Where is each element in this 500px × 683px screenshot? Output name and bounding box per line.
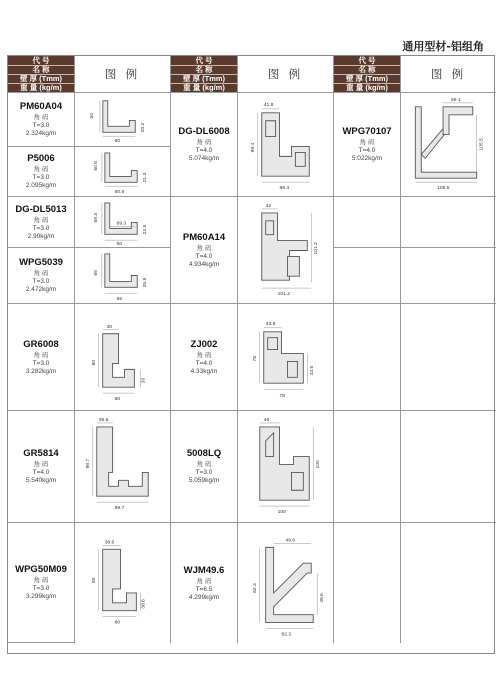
profile-code: GR6008: [23, 338, 59, 350]
profile-drawing: [238, 304, 334, 411]
dim-label: 78: [252, 355, 258, 362]
profile-name: 角 码: [33, 216, 49, 224]
header-labels: [171, 56, 238, 93]
profile-weight: 2.095kg/m: [25, 182, 57, 189]
dim-label: 41.8: [263, 102, 274, 108]
empty-cell: [401, 197, 496, 248]
profile-section-drawing: [75, 248, 170, 303]
profile-section-drawing: [75, 523, 170, 643]
profile-weight: 3.282kg/m: [25, 367, 57, 375]
dim-label: 99.7: [114, 506, 125, 512]
profile-thickness: T=4.0: [358, 147, 376, 154]
empty-cell: [401, 304, 496, 411]
thickness-label: 壁 厚 (Tmm): [334, 75, 400, 84]
profile-code: PM60A04: [19, 101, 63, 112]
profile-info: [8, 93, 75, 147]
profile-weight: 2.472kg/m: [25, 286, 57, 293]
empty-cell: [334, 304, 401, 411]
code-label: 代 号: [334, 57, 400, 66]
profile-info: [171, 93, 238, 197]
profile-name: 角 码: [196, 351, 212, 359]
dim-label: 46: [263, 417, 270, 423]
dim-label: 60: [90, 113, 96, 119]
weight-label: 重 量 (kg/m): [183, 83, 225, 92]
code-label: 代 号: [8, 57, 74, 66]
profile-drawing: [75, 304, 171, 411]
dim-label: 50: [116, 242, 123, 247]
dim-label: 59.1: [450, 97, 461, 103]
dim-label: 49.6: [285, 538, 296, 544]
profile-code: 5008LQ: [186, 448, 222, 459]
profile-code: WJM49.6: [183, 564, 225, 576]
profile-name: 角 码: [196, 244, 212, 252]
thickness-label: 壁 厚 (Tmm): [171, 75, 237, 84]
profile-info: [171, 197, 238, 304]
dim-label: 20.2: [141, 122, 147, 133]
profile-thickness: T=3.0: [32, 585, 50, 592]
profile-code: PM60A14: [182, 231, 226, 243]
profile-code: WPG50M09: [15, 564, 67, 575]
profile-code: DG-DL5013: [15, 203, 67, 215]
profile-name: 角 码: [33, 270, 49, 277]
profile-drawing: [75, 147, 171, 197]
profile-section-drawing: [75, 93, 170, 146]
weight-label: 重 量 (kg/m): [346, 83, 388, 92]
code-label: 代 号: [171, 57, 237, 66]
profile-name: 角 码: [196, 577, 212, 585]
profile-thickness: T=3.0: [32, 224, 50, 232]
profile-section-drawing: [75, 147, 170, 196]
dim-label: 65: [93, 270, 99, 276]
profile-info: [171, 304, 238, 411]
profile-name: 角 码: [196, 139, 212, 146]
profile-info: [171, 411, 238, 523]
dim-label: 78: [279, 394, 286, 400]
empty-cell: [401, 248, 496, 304]
profile-thickness: T=4.0: [195, 147, 213, 154]
profile-section-drawing: [238, 93, 333, 196]
dim-label: 21.3: [143, 172, 149, 183]
empty-cell: [334, 248, 401, 304]
weight-label: 重 量 (kg/m): [20, 83, 62, 92]
profile-name: 角 码: [359, 139, 375, 146]
profile-info: [8, 523, 75, 643]
profile-info: [8, 411, 75, 523]
profile-drawing: [75, 197, 171, 248]
dim-label: 80: [91, 577, 97, 583]
profile-drawing: [75, 93, 171, 147]
profile-info: [8, 147, 75, 197]
empty-cell: [401, 411, 496, 523]
profile-weight: 4.934kg/m: [188, 260, 220, 268]
empty-cell: [334, 411, 401, 523]
profile-name: 角 码: [33, 166, 49, 173]
empty-cell: [401, 523, 496, 643]
profile-drawing: [75, 248, 171, 304]
dim-label: 22.5: [143, 224, 149, 235]
profile-section-drawing: [75, 197, 170, 247]
name-label: 名 称: [171, 66, 237, 75]
dim-label: 99.7: [85, 458, 91, 469]
profile-drawing: [75, 523, 171, 643]
profile-thickness: T=4.0: [195, 359, 213, 367]
profile-section-drawing: [238, 523, 333, 643]
profile-section-drawing: [401, 93, 496, 196]
name-label: 名 称: [8, 66, 74, 75]
profile-thickness: T=3.0: [32, 278, 50, 285]
profile-table: [7, 55, 495, 654]
dim-label: 36.6: [98, 417, 109, 423]
profile-drawing: [75, 411, 171, 523]
dim-label: 80: [91, 359, 97, 366]
empty-cell: [334, 197, 401, 248]
empty-cell: [334, 523, 401, 643]
dim-label: 100: [316, 460, 322, 469]
dim-label: 105.5: [479, 138, 485, 151]
profile-thickness: T=4.0: [32, 469, 50, 476]
dim-label: 60.6: [94, 160, 100, 171]
profile-code: P5006: [27, 153, 55, 164]
profile-info: [8, 304, 75, 411]
profile-weight: 5.540kg/m: [25, 477, 57, 484]
profile-weight: 5.059kg/m: [188, 477, 220, 484]
dim-label: 65: [116, 297, 123, 303]
profile-thickness: T=3.0: [32, 122, 50, 129]
drawing-header: 图 例: [238, 56, 334, 93]
profile-info: [171, 523, 238, 643]
profile-code: GR5814: [23, 448, 59, 459]
profile-weight: 4.33kg/m: [190, 367, 218, 375]
dim-label: 100: [277, 510, 286, 516]
profile-drawing: [238, 411, 334, 523]
dim-label: 99.4: [250, 142, 256, 153]
profile-code: DG-DL6008: [178, 126, 230, 137]
profile-drawing: [401, 93, 496, 197]
profile-weight: 5.022kg/m: [351, 155, 383, 162]
profile-thickness: T=4.0: [195, 252, 213, 260]
profile-weight: 2.90kg/m: [27, 232, 55, 240]
dim-label: 49.6: [320, 593, 326, 603]
profile-section-drawing: [75, 411, 170, 522]
dim-label: 101.2: [314, 242, 320, 255]
dim-label: 101.2: [277, 292, 290, 298]
dim-label: 43.5: [310, 365, 316, 376]
profile-thickness: T=3.0: [32, 174, 50, 181]
dim-label: 69.3: [116, 221, 127, 227]
profile-weight: 5.074kg/m: [188, 155, 220, 162]
page-title: 通用型材-铝组角: [402, 40, 484, 53]
dim-label: 38.6: [104, 540, 115, 546]
profile-section-drawing: [238, 411, 333, 522]
name-label: 名 称: [334, 66, 400, 75]
profile-section-drawing: [238, 197, 333, 303]
dim-label: 60.6: [114, 190, 125, 196]
header-labels: [334, 56, 401, 93]
thickness-label: 壁 厚 (Tmm): [8, 75, 74, 84]
profile-drawing: [238, 93, 334, 197]
drawing-header: 图 例: [75, 56, 171, 93]
profile-code: WPG70107: [342, 126, 392, 137]
profile-section-drawing: [75, 304, 170, 410]
profile-weight: 3.299kg/m: [25, 593, 57, 600]
profile-name: 角 码: [33, 577, 49, 584]
profile-weight: 4.299kg/m: [188, 593, 220, 601]
profile-code: ZJ002: [190, 338, 218, 350]
profile-drawing: [238, 197, 334, 304]
dim-label: 99.4: [279, 186, 290, 192]
profile-section-drawing: [238, 304, 333, 410]
profile-weight: 2.324kg/m: [25, 130, 57, 137]
profile-info: [8, 197, 75, 248]
profile-name: 角 码: [33, 461, 49, 468]
dim-label: 42: [265, 203, 272, 209]
dim-label: 80: [114, 397, 121, 403]
dim-label: 30: [106, 324, 113, 330]
header-labels: [8, 56, 75, 93]
profile-name: 角 码: [33, 114, 49, 121]
dim-label: 80: [114, 620, 121, 626]
profile-info: [8, 248, 75, 304]
dim-label: 82.3: [281, 632, 292, 638]
profile-code: WPG5039: [19, 257, 63, 268]
dim-label: 30: [141, 377, 147, 384]
drawing-header: 图 例: [401, 56, 496, 93]
profile-name: 角 码: [196, 461, 212, 468]
dim-label: 25.8: [143, 277, 149, 288]
profile-name: 角 码: [33, 351, 49, 359]
dim-label: 82.3: [252, 583, 258, 593]
dim-label: 105.5: [437, 186, 450, 192]
profile-thickness: T=3.0: [32, 359, 50, 367]
dim-label: 43.5: [265, 321, 276, 327]
dim-label: 38.6: [141, 599, 147, 609]
dim-label: 69.3: [94, 212, 100, 223]
dim-label: 60: [114, 139, 121, 145]
profile-thickness: T=6.5: [195, 585, 213, 593]
profile-drawing: [238, 523, 334, 643]
profile-info: [334, 93, 401, 197]
profile-thickness: T=3.0: [195, 469, 213, 476]
